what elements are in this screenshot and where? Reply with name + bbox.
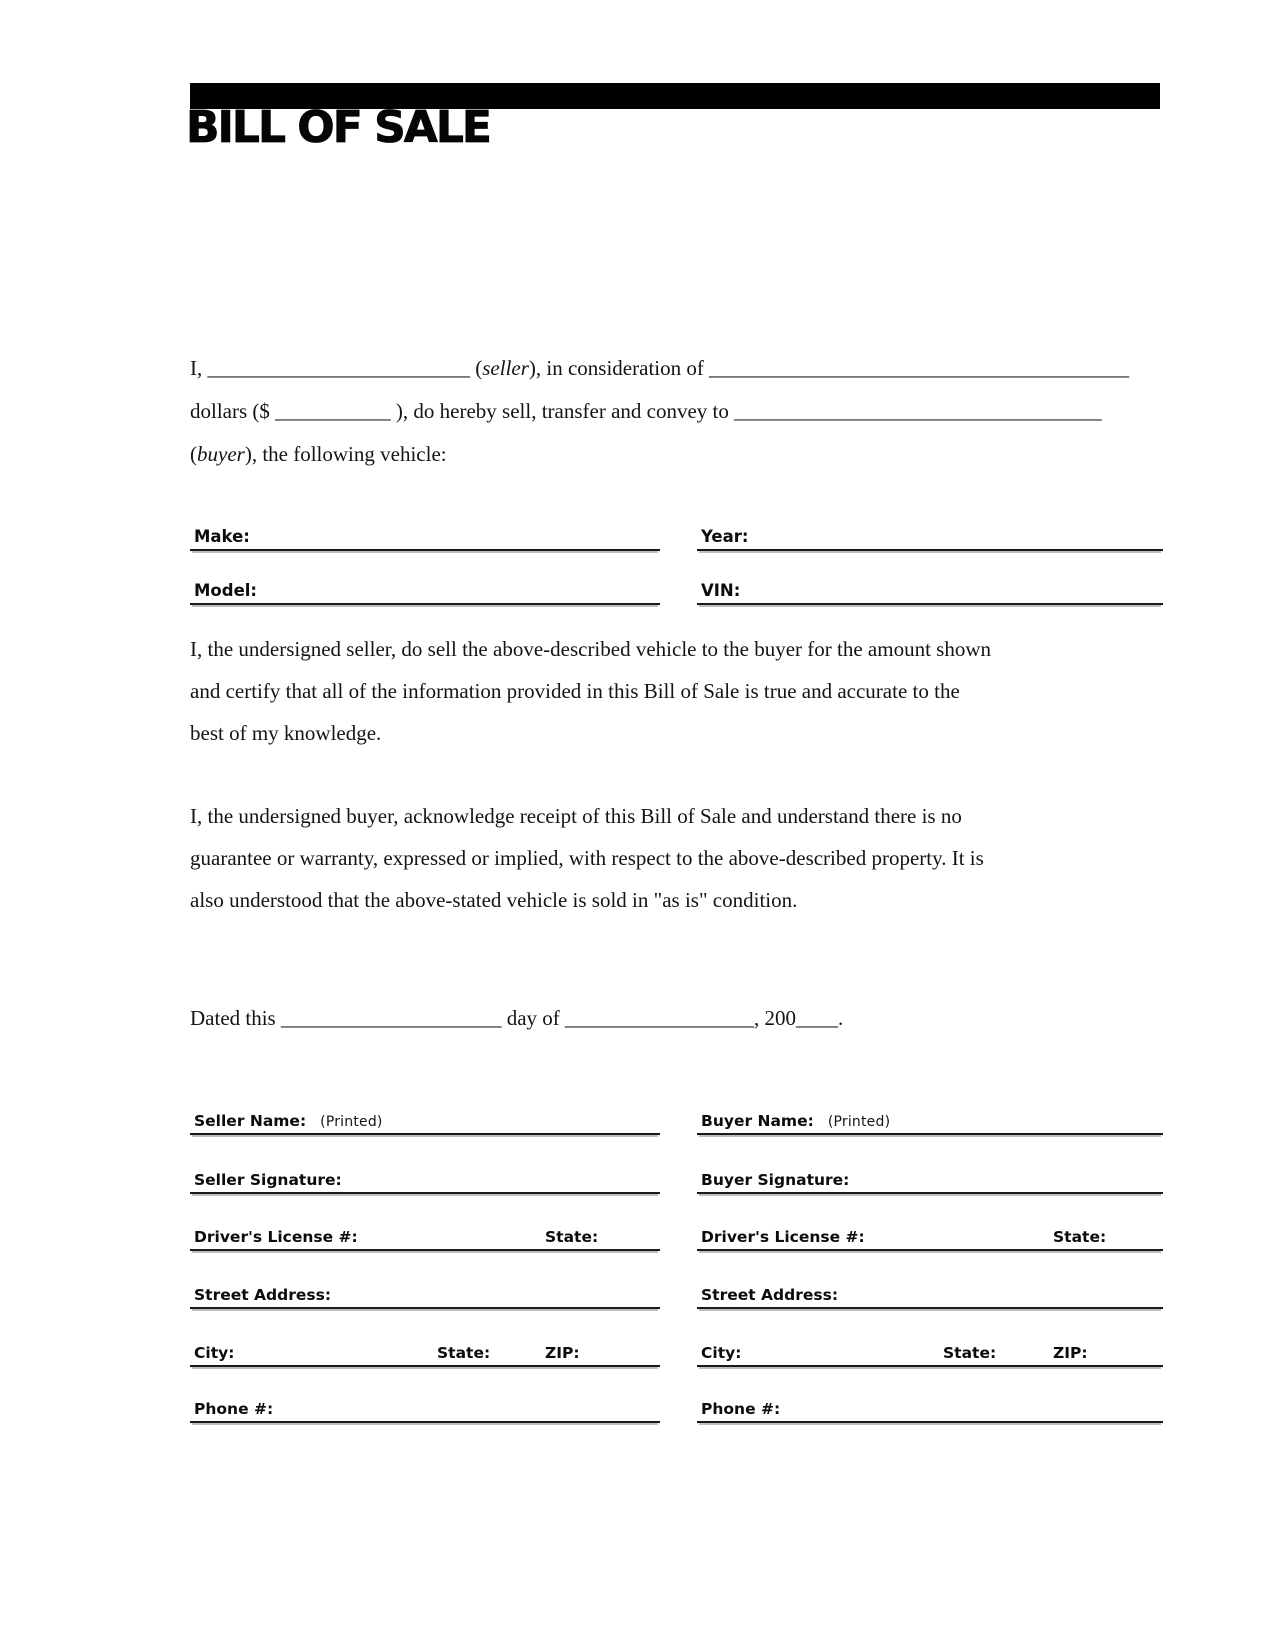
certification-line: I, the undersigned seller, do sell the above-described vehicle to the buyer for the amount shown: [190, 637, 991, 661]
buyer-street-address-label: Street Address:: [701, 1286, 839, 1304]
certification-line: best of my knowledge.: [190, 721, 382, 745]
buyer-license-state-label: State:: [1053, 1228, 1107, 1246]
seller-city-state-label: State:: [437, 1344, 491, 1362]
seller-phone-field[interactable]: [190, 1393, 660, 1423]
intro-line-3: [190, 433, 1166, 476]
seller-zip-label: ZIP:: [545, 1344, 580, 1362]
seller-street-address-label: Street Address:: [194, 1286, 332, 1304]
seller-name-field[interactable]: [190, 1105, 660, 1135]
seller-city-label: City:: [194, 1344, 235, 1362]
year-field[interactable]: [697, 521, 1163, 551]
buyer-city-label: City:: [701, 1344, 742, 1362]
intro-line-1: [190, 347, 1166, 390]
intro-line-1-post[interactable]: ), in consideration of ________________________________________: [528, 356, 1130, 380]
seller-printed-note: (Printed): [320, 1114, 383, 1130]
buyer-acknowledgment-paragraph: [190, 795, 1166, 921]
make-label: Make:: [194, 527, 250, 546]
buyer-printed-note: (Printed): [827, 1114, 891, 1130]
acknowledgment-line: I, the undersigned buyer, acknowledge receipt of this Bill of Sale and understand there is no: [190, 804, 962, 828]
intro-line-2[interactable]: dollars ($ ___________ ), do hereby sell, transfer and convey to ___________________________________: [190, 399, 1102, 423]
acknowledgment-line: guarantee or warranty, expressed or implied, with respect to the above-described property. It is: [190, 846, 984, 870]
make-field[interactable]: [190, 521, 660, 551]
intro-line-3-pre: (: [190, 442, 197, 466]
dated-line: [190, 997, 1166, 1040]
buyer-street-address-field[interactable]: [697, 1279, 1163, 1309]
intro-line-3-post: ), the following vehicle:: [244, 442, 447, 466]
seller-license-state-label: State:: [545, 1228, 599, 1246]
seller-city-state-zip-field[interactable]: [190, 1337, 660, 1367]
seller-signature-field[interactable]: [190, 1164, 660, 1194]
buyer-italic-word: buyer: [197, 442, 245, 466]
buyer-zip-label: ZIP:: [1053, 1344, 1088, 1362]
seller-phone-label: Phone #:: [194, 1400, 274, 1418]
seller-drivers-license-label: Driver's License #:: [194, 1228, 358, 1246]
dated-line-text[interactable]: Dated this _____________________ day of __________________, 200____.: [190, 1006, 844, 1030]
buyer-phone-label: Phone #:: [701, 1400, 781, 1418]
acknowledgment-line: also understood that the above-stated vehicle is sold in "as is" condition.: [190, 888, 798, 912]
year-label: Year:: [701, 527, 749, 546]
buyer-drivers-license-label: Driver's License #:: [701, 1228, 865, 1246]
buyer-drivers-license-field[interactable]: [697, 1221, 1163, 1251]
buyer-name-label: Buyer Name: (Printed): [701, 1112, 891, 1130]
seller-drivers-license-field[interactable]: [190, 1221, 660, 1251]
buyer-city-state-label: State:: [943, 1344, 997, 1362]
seller-italic-word: seller: [482, 356, 529, 380]
seller-name-label: Seller Name: (Printed): [194, 1112, 383, 1130]
seller-signature-label: Seller Signature:: [194, 1171, 342, 1189]
vin-label: VIN:: [701, 581, 741, 600]
seller-street-address-field[interactable]: [190, 1279, 660, 1309]
certification-line: and certify that all of the information provided in this Bill of Sale is true and accurate to the: [190, 679, 960, 703]
seller-certification-paragraph: [190, 628, 1166, 754]
intro-line-1-pre[interactable]: I, _________________________ (: [190, 356, 483, 380]
model-field[interactable]: [190, 575, 660, 605]
buyer-phone-field[interactable]: [697, 1393, 1163, 1423]
buyer-signature-label: Buyer Signature:: [701, 1171, 850, 1189]
buyer-name-field[interactable]: [697, 1105, 1163, 1135]
model-label: Model:: [194, 581, 258, 600]
buyer-city-state-zip-field[interactable]: [697, 1337, 1163, 1367]
page-title: BILL OF SALE: [186, 102, 490, 153]
buyer-signature-field[interactable]: [697, 1164, 1163, 1194]
intro-paragraph: [190, 347, 1166, 476]
vin-field[interactable]: [697, 575, 1163, 605]
